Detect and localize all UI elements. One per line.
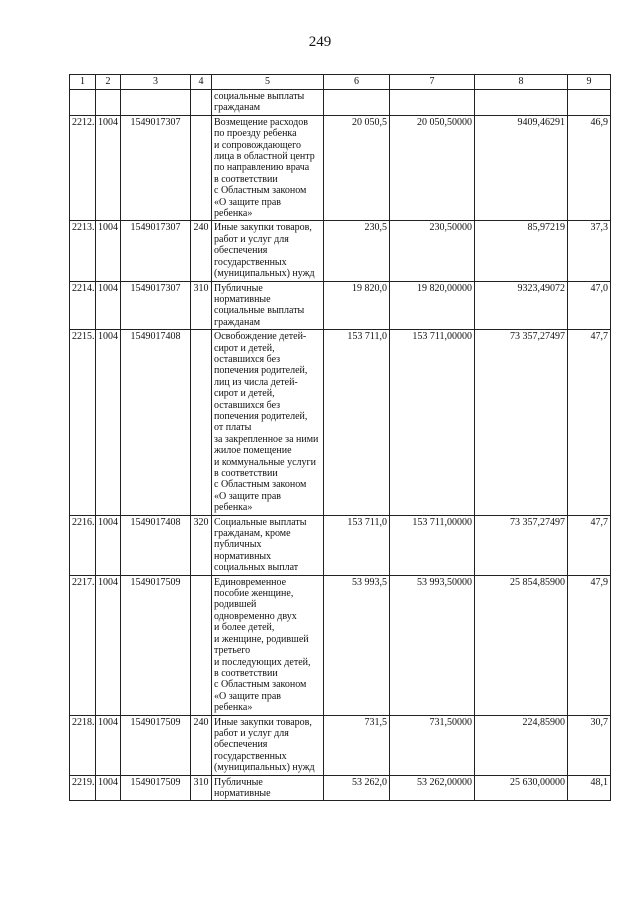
budget-list-amount-cell	[390, 90, 475, 116]
target-article-cell: 1549017307	[121, 221, 191, 281]
budget-list-amount-cell: 20 050,50000	[390, 115, 475, 221]
budget-table	[69, 74, 611, 801]
approved-amount-cell: 53 993,5	[324, 575, 390, 715]
execution-percent-cell: 48,1	[568, 775, 611, 801]
row-number-cell: 2213.	[70, 221, 96, 281]
approved-amount-cell: 153 711,0	[324, 515, 390, 575]
description-cell: Иные закупки товаров, работ и услуг для обеспечения государственных (муниципальных) нужд	[212, 715, 324, 775]
row-number-cell: 2219.	[70, 775, 96, 801]
section-code-cell: 1004	[96, 775, 121, 801]
expense-type-cell	[191, 330, 212, 516]
approved-amount-cell: 731,5	[324, 715, 390, 775]
page-number: 249	[308, 34, 332, 50]
approved-amount-cell: 19 820,0	[324, 281, 390, 330]
expense-type-cell: 240	[191, 221, 212, 281]
executed-amount-cell: 85,97219	[475, 221, 568, 281]
description-cell: Публичные нормативные	[212, 775, 324, 801]
column-header: 2	[96, 75, 121, 90]
expense-type-cell: 240	[191, 715, 212, 775]
target-article-cell: 1549017307	[121, 115, 191, 221]
description-cell: Возмещение расходов по проезду ребенка и сопровождающего лица в областной центр по направлению врача в соответствии с Областным законом «О защите прав ребенка»	[212, 115, 324, 221]
approved-amount-cell: 153 711,0	[324, 330, 390, 516]
table-row	[70, 115, 611, 221]
budget-list-amount-cell: 19 820,00000	[390, 281, 475, 330]
expense-type-cell	[191, 115, 212, 221]
execution-percent-cell: 47,9	[568, 575, 611, 715]
table-row	[70, 715, 611, 775]
target-article-cell: 1549017408	[121, 515, 191, 575]
approved-amount-cell: 20 050,5	[324, 115, 390, 221]
executed-amount-cell: 25 630,00000	[475, 775, 568, 801]
executed-amount-cell: 9323,49072	[475, 281, 568, 330]
target-article-cell: 1549017509	[121, 775, 191, 801]
table-row	[70, 575, 611, 715]
description-cell: Публичные нормативные социальные выплаты гражданам	[212, 281, 324, 330]
executed-amount-cell: 73 357,27497	[475, 515, 568, 575]
row-number-cell: 2212.	[70, 115, 96, 221]
column-header: 1	[70, 75, 96, 90]
column-header: 6	[324, 75, 390, 90]
execution-percent-cell: 47,7	[568, 330, 611, 516]
execution-percent-cell: 30,7	[568, 715, 611, 775]
description-cell: социальные выплаты гражданам	[212, 90, 324, 116]
target-article-cell: 1549017307	[121, 281, 191, 330]
execution-percent-cell	[568, 90, 611, 116]
expense-type-cell: 310	[191, 281, 212, 330]
target-article-cell: 1549017408	[121, 330, 191, 516]
section-code-cell: 1004	[96, 515, 121, 575]
table-row	[70, 775, 611, 801]
row-number-cell: 2215.	[70, 330, 96, 516]
table-body	[70, 90, 611, 801]
executed-amount-cell: 73 357,27497	[475, 330, 568, 516]
table-row	[70, 221, 611, 281]
expense-type-cell: 310	[191, 775, 212, 801]
budget-list-amount-cell: 153 711,00000	[390, 515, 475, 575]
budget-list-amount-cell: 53 262,00000	[390, 775, 475, 801]
executed-amount-cell	[475, 90, 568, 116]
budget-list-amount-cell: 53 993,50000	[390, 575, 475, 715]
column-header: 9	[568, 75, 611, 90]
expense-type-cell	[191, 90, 212, 116]
expense-type-cell: 320	[191, 515, 212, 575]
column-header: 4	[191, 75, 212, 90]
target-article-cell	[121, 90, 191, 116]
approved-amount-cell: 53 262,0	[324, 775, 390, 801]
section-code-cell: 1004	[96, 281, 121, 330]
table-row	[70, 281, 611, 330]
section-code-cell: 1004	[96, 575, 121, 715]
approved-amount-cell	[324, 90, 390, 116]
row-number-cell: 2216.	[70, 515, 96, 575]
table-row	[70, 90, 611, 116]
row-number-cell	[70, 90, 96, 116]
table-header-row	[70, 75, 611, 90]
section-code-cell	[96, 90, 121, 116]
execution-percent-cell: 47,0	[568, 281, 611, 330]
description-cell: Иные закупки товаров, работ и услуг для обеспечения государственных (муниципальных) нужд	[212, 221, 324, 281]
execution-percent-cell: 47,7	[568, 515, 611, 575]
budget-list-amount-cell: 731,50000	[390, 715, 475, 775]
section-code-cell: 1004	[96, 715, 121, 775]
budget-list-amount-cell: 230,50000	[390, 221, 475, 281]
row-number-cell: 2214.	[70, 281, 96, 330]
executed-amount-cell: 25 854,85900	[475, 575, 568, 715]
approved-amount-cell: 230,5	[324, 221, 390, 281]
executed-amount-cell: 9409,46291	[475, 115, 568, 221]
section-code-cell: 1004	[96, 115, 121, 221]
target-article-cell: 1549017509	[121, 715, 191, 775]
row-number-cell: 2217.	[70, 575, 96, 715]
column-header: 8	[475, 75, 568, 90]
description-cell: Освобождение детей- сирот и детей, оставшихся без попечения родителей, лиц из числа детей- сирот и детей, оставшихся без попечения родителей, от платы за закрепленное за ними жилое помещение и коммунальные услуги в соответствии с Областным законом «О защите прав ребенка»	[212, 330, 324, 516]
execution-percent-cell: 37,3	[568, 221, 611, 281]
description-cell: Единовременное пособие женщине, родившей одновременно двух и более детей, и женщине, родившей третьего и последующих детей, в соответствии с Областным законом «О защите прав ребенка»	[212, 575, 324, 715]
column-header: 7	[390, 75, 475, 90]
column-header: 5	[212, 75, 324, 90]
section-code-cell: 1004	[96, 330, 121, 516]
expense-type-cell	[191, 575, 212, 715]
execution-percent-cell: 46,9	[568, 115, 611, 221]
row-number-cell: 2218.	[70, 715, 96, 775]
table-row	[70, 330, 611, 516]
description-cell: Социальные выплаты гражданам, кроме публичных нормативных социальных выплат	[212, 515, 324, 575]
column-header: 3	[121, 75, 191, 90]
target-article-cell: 1549017509	[121, 575, 191, 715]
section-code-cell: 1004	[96, 221, 121, 281]
budget-list-amount-cell: 153 711,00000	[390, 330, 475, 516]
executed-amount-cell: 224,85900	[475, 715, 568, 775]
table-row	[70, 515, 611, 575]
